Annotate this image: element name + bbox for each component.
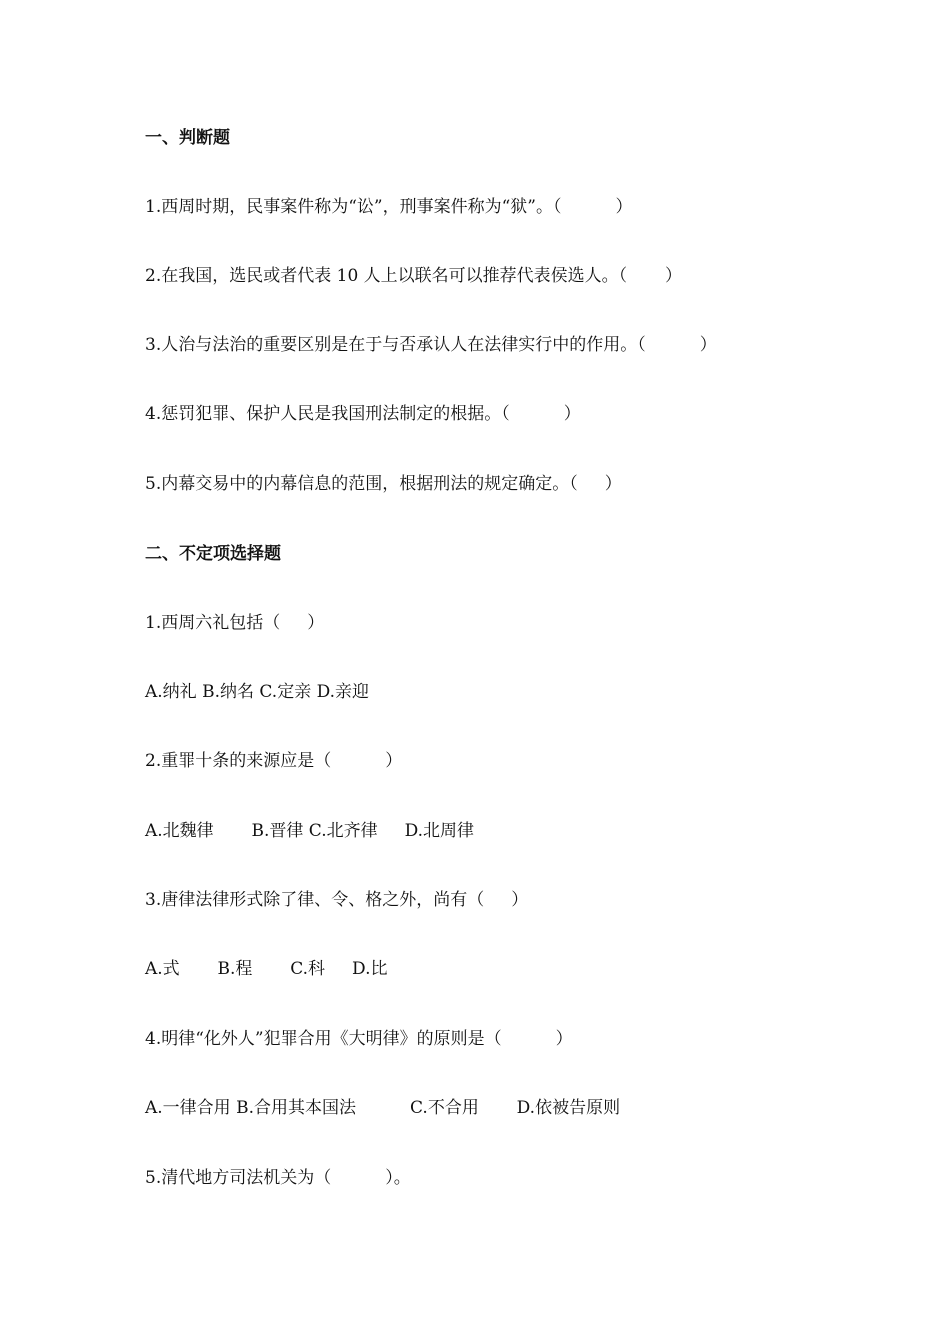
choice-options-4: A.一律合用 B.合用其本国法 C.不合用 D.依被告原则 xyxy=(145,1098,621,1118)
choice-question-5: 5.清代地方司法机关为（ ）。 xyxy=(145,1168,411,1188)
section-heading-judgment: 一、判断题 xyxy=(145,128,230,148)
judgment-question-5: 5.内幕交易中的内幕信息的范围，根据刑法的规定确定。（ ） xyxy=(145,474,622,494)
choice-options-2: A.北魏律 B.晋律 C.北齐律 D.北周律 xyxy=(145,821,475,841)
choice-question-1: 1.西周六礼包括（ ） xyxy=(145,613,325,633)
judgment-question-2: 2.在我国，选民或者代表 10 人上以联名可以推荐代表侯选人。（ ） xyxy=(145,266,682,286)
judgment-question-1: 1.西周时期，民事案件称为“讼”，刑事案件称为“狱”。（ ） xyxy=(145,197,633,217)
choice-question-2: 2.重罪十条的来源应是（ ） xyxy=(145,751,403,771)
judgment-question-4: 4.惩罚犯罪、保护人民是我国刑法制定的根据。（ ） xyxy=(145,404,581,424)
choice-question-4: 4.明律“化外人”犯罪合用《大明律》的原则是（ ） xyxy=(145,1029,573,1049)
choice-options-1: A.纳礼 B.纳名 C.定亲 D.亲迎 xyxy=(145,682,370,702)
choice-options-3: A.式 B.程 C.科 D.比 xyxy=(145,959,388,979)
judgment-question-3: 3.人治与法治的重要区别是在于与否承认人在法律实行中的作用。（ ） xyxy=(145,335,717,355)
section-heading-choice: 二、不定项选择题 xyxy=(145,544,281,564)
choice-question-3: 3.唐律法律形式除了律、令、格之外，尚有（ ） xyxy=(145,890,529,910)
